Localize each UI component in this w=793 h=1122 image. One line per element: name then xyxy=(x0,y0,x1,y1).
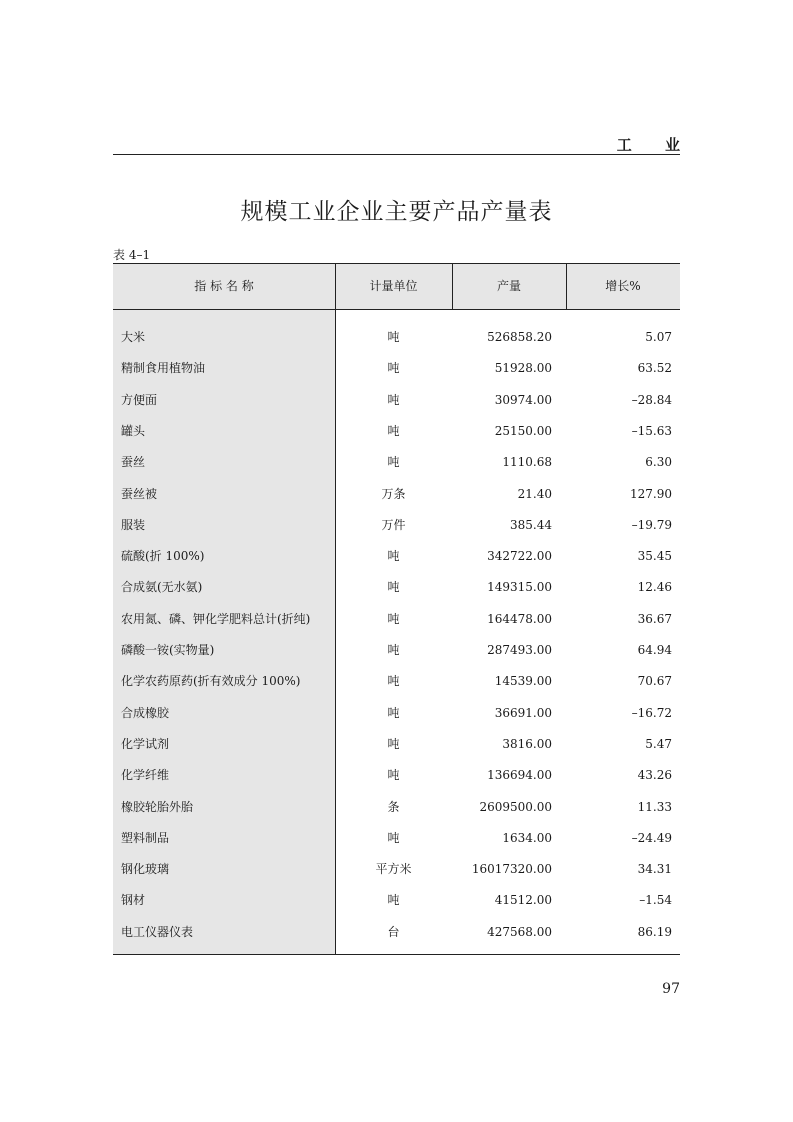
table-row xyxy=(113,729,680,760)
row-name: 硫酸(折 100%) xyxy=(121,549,205,564)
row-name: 罐头 xyxy=(121,423,146,438)
section-label: 工 业 xyxy=(616,136,694,154)
row-growth: –16.72 xyxy=(631,705,672,720)
row-name: 化学试剂 xyxy=(121,736,170,751)
row-growth: –15.63 xyxy=(631,423,672,438)
row-name: 钢材 xyxy=(121,893,146,908)
row-output: 342722.00 xyxy=(487,549,552,564)
row-growth: 5.47 xyxy=(645,736,672,751)
row-unit: 吨 xyxy=(387,549,400,564)
row-output: 287493.00 xyxy=(487,643,552,657)
row-output: 14539.00 xyxy=(494,674,552,689)
row-name: 蚕丝被 xyxy=(121,486,158,501)
row-output: 30974.00 xyxy=(494,392,552,407)
row-output: 16017320.00 xyxy=(471,862,552,877)
row-growth: 5.07 xyxy=(645,330,672,344)
row-output: 164478.00 xyxy=(487,611,552,626)
row-growth: 34.31 xyxy=(637,862,672,877)
row-output: 36691.00 xyxy=(494,705,552,720)
row-unit: 吨 xyxy=(387,643,400,657)
row-output: 526858.20 xyxy=(487,330,552,344)
table-row xyxy=(113,479,680,510)
row-name: 钢化玻璃 xyxy=(121,862,170,877)
row-unit: 吨 xyxy=(387,580,400,595)
table-row xyxy=(113,635,680,666)
row-growth: 70.67 xyxy=(637,674,672,689)
row-name: 蚕丝 xyxy=(121,455,146,470)
row-output: 21.40 xyxy=(517,486,552,501)
row-unit: 平方米 xyxy=(375,862,412,877)
row-unit: 条 xyxy=(387,799,400,814)
row-output: 136694.00 xyxy=(487,768,552,783)
row-unit: 万件 xyxy=(381,517,406,532)
row-growth: 63.52 xyxy=(637,361,672,376)
row-unit: 吨 xyxy=(387,768,400,783)
row-growth: 43.26 xyxy=(637,768,672,783)
row-growth: –1.54 xyxy=(639,893,672,908)
table-row xyxy=(113,917,680,948)
row-unit: 吨 xyxy=(387,330,400,344)
row-output: 41512.00 xyxy=(494,893,552,908)
table-row xyxy=(113,823,680,854)
row-name: 塑料制品 xyxy=(121,830,170,845)
row-name: 精制食用植物油 xyxy=(121,361,206,376)
row-name: 电工仪器仪表 xyxy=(121,924,194,939)
row-output: 427568.00 xyxy=(487,924,552,939)
row-growth: –28.84 xyxy=(631,392,672,407)
row-name: 农用氮、磷、钾化学肥料总计(折纯) xyxy=(121,611,311,626)
row-unit: 吨 xyxy=(387,423,400,438)
row-name: 化学农药原药(折有效成分 100%) xyxy=(121,674,301,689)
table-id: 表 4–1 xyxy=(113,248,151,262)
row-name: 磷酸一铵(实物量) xyxy=(121,643,215,657)
row-growth: 6.30 xyxy=(645,455,672,470)
row-output: 51928.00 xyxy=(494,361,552,376)
row-output: 149315.00 xyxy=(487,580,552,595)
row-unit: 吨 xyxy=(387,392,400,407)
row-output: 1634.00 xyxy=(502,830,552,845)
row-growth: 127.90 xyxy=(630,486,672,501)
row-output: 2609500.00 xyxy=(479,799,552,814)
row-output: 25150.00 xyxy=(494,423,552,438)
table-row xyxy=(113,604,680,635)
table-row xyxy=(113,447,680,478)
row-growth: 12.46 xyxy=(637,580,672,595)
table-row xyxy=(113,792,680,823)
section-rule xyxy=(113,154,680,155)
table-row xyxy=(113,541,680,572)
table-row xyxy=(113,385,680,416)
table-header-rule xyxy=(113,309,680,310)
column-header-growth: 增长% xyxy=(605,279,641,293)
table-row xyxy=(113,572,680,603)
row-growth: –24.49 xyxy=(631,830,672,845)
production-table xyxy=(113,263,680,956)
table-row xyxy=(113,416,680,447)
table-bottom-rule xyxy=(113,954,680,955)
column-header-output: 产量 xyxy=(496,279,521,293)
row-unit: 吨 xyxy=(387,705,400,720)
table-row xyxy=(113,885,680,916)
row-unit: 万条 xyxy=(381,486,406,501)
row-name: 方便面 xyxy=(121,392,158,407)
row-unit: 吨 xyxy=(387,830,400,845)
row-growth: 86.19 xyxy=(637,924,672,939)
column-header-name: 指 标 名 称 xyxy=(194,279,254,293)
row-output: 1110.68 xyxy=(502,455,552,470)
table-row xyxy=(113,698,680,729)
row-unit: 台 xyxy=(387,924,400,939)
column-header-unit: 计量单位 xyxy=(369,279,418,293)
row-output: 385.44 xyxy=(510,517,552,532)
row-name: 合成橡胶 xyxy=(121,705,170,720)
row-output: 3816.00 xyxy=(502,736,552,751)
row-name: 大米 xyxy=(121,330,146,344)
row-unit: 吨 xyxy=(387,361,400,376)
row-unit: 吨 xyxy=(387,893,400,908)
table-row xyxy=(113,510,680,541)
table-row xyxy=(113,353,680,384)
row-unit: 吨 xyxy=(387,736,400,751)
row-growth: 64.94 xyxy=(637,643,672,657)
table-row xyxy=(113,854,680,885)
table-row xyxy=(113,760,680,791)
row-growth: 11.33 xyxy=(637,799,672,814)
page-title: 规模工业企业主要产品产量表 xyxy=(240,199,553,225)
row-name: 服装 xyxy=(121,517,146,532)
row-growth: 35.45 xyxy=(637,549,672,564)
row-name: 合成氨(无水氨) xyxy=(121,580,203,595)
row-growth: 36.67 xyxy=(637,611,672,626)
page-number: 97 xyxy=(662,981,680,997)
row-unit: 吨 xyxy=(387,455,400,470)
row-unit: 吨 xyxy=(387,611,400,626)
row-name: 化学纤维 xyxy=(121,768,170,783)
row-growth: –19.79 xyxy=(631,517,672,532)
row-unit: 吨 xyxy=(387,674,400,689)
row-name: 橡胶轮胎外胎 xyxy=(121,799,194,814)
table-row xyxy=(113,322,680,353)
table-row xyxy=(113,666,680,697)
